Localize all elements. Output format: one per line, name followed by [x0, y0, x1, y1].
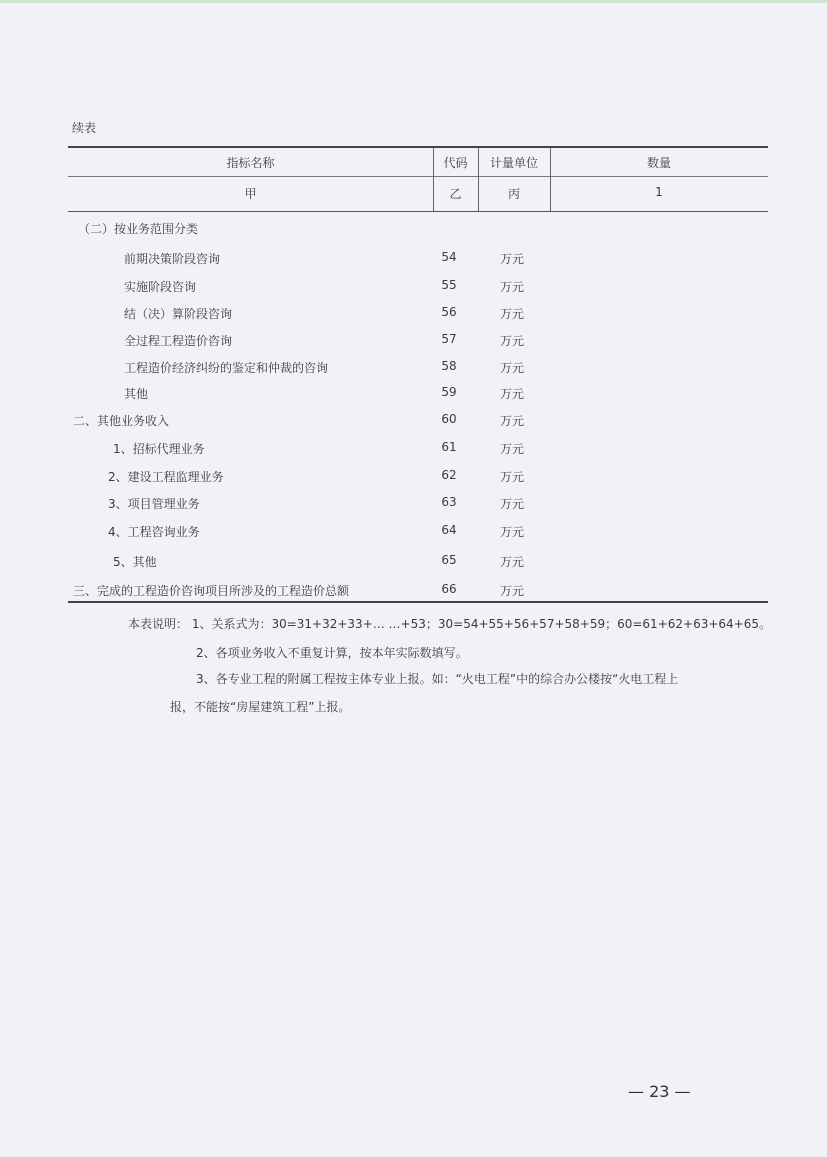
row-unit: 万元: [499, 252, 524, 266]
note-line-4: 报，不能按“房屋建筑工程”上报。: [170, 700, 351, 714]
row-code: 58: [441, 359, 457, 373]
row-name: 其他: [124, 387, 149, 401]
header-quantity: 数量: [646, 156, 671, 170]
table-row: [68, 582, 768, 608]
row-unit: 万元: [499, 442, 524, 456]
row-name: 前期决策阶段咨询: [124, 252, 221, 266]
table-row: [68, 440, 768, 466]
header-mark-code: 乙: [449, 187, 462, 201]
header-indicator: 指标名称: [226, 156, 275, 170]
row-name: 全过程工程造价咨询: [124, 334, 233, 348]
row-unit: 万元: [499, 470, 524, 484]
row-code: 55: [441, 278, 457, 292]
row-code: 59: [441, 385, 457, 399]
table-bottom-rule: [68, 601, 768, 603]
table-row: [68, 468, 768, 494]
row-name: （二）按业务范围分类: [78, 222, 199, 236]
table-row: [68, 523, 768, 549]
row-name: 4、工程咨询业务: [108, 525, 200, 539]
row-code: 65: [441, 553, 457, 567]
continued-label: 续表: [72, 121, 97, 135]
note-line-1: 本表说明： 1、关系式为：30=31+32+33+… …+53；30=54+55+56+57+58+59；60=61+62+63+64+65。: [128, 617, 771, 631]
row-unit: 万元: [499, 555, 524, 569]
row-code: 60: [441, 412, 457, 426]
row-name: 1、招标代理业务: [113, 442, 205, 456]
row-unit: 万元: [499, 280, 524, 294]
row-unit: 万元: [499, 334, 524, 348]
row-unit: 万元: [499, 361, 524, 375]
row-name: 结（决）算阶段咨询: [124, 307, 233, 321]
table-row: [68, 220, 768, 246]
header-divider: [68, 176, 768, 177]
row-unit: 万元: [499, 525, 524, 539]
table-row: [68, 495, 768, 521]
row-name: 实施阶段咨询: [124, 280, 197, 294]
note-line-2: 2、各项业务收入不重复计算，按本年实际数填写。: [196, 646, 468, 660]
row-unit: 万元: [499, 414, 524, 428]
header-mark-indicator: 甲: [244, 187, 257, 201]
row-unit: 万元: [499, 387, 524, 401]
header-mark-quantity: 1: [655, 185, 663, 199]
row-name: 工程造价经济纠纷的鉴定和仲裁的咨询: [124, 361, 329, 375]
table-row: [68, 553, 768, 579]
row-name: 5、其他: [113, 555, 157, 569]
scan-edge: [0, 0, 827, 3]
row-code: 63: [441, 495, 457, 509]
header-mark-unit: 丙: [507, 187, 520, 201]
row-unit: 万元: [499, 497, 524, 511]
header-code: 代码: [443, 156, 468, 170]
row-code: 57: [441, 332, 457, 346]
row-code: 61: [441, 440, 457, 454]
table-top-rule: [68, 146, 768, 148]
row-name: 二、其他业务收入: [73, 414, 170, 428]
table-row: [68, 332, 768, 358]
header-bottom-rule: [68, 211, 768, 212]
page-number: — 23 —: [628, 1082, 691, 1101]
note-line-3: 3、各专业工程的附属工程按主体专业上报。如：“火电工程”中的综合办公楼按“火电工程上: [196, 672, 679, 686]
row-code: 62: [441, 468, 457, 482]
row-code: 54: [441, 250, 457, 264]
row-code: 66: [441, 582, 457, 596]
row-name: 3、项目管理业务: [108, 497, 200, 511]
row-code: 64: [441, 523, 457, 537]
row-name: 三、完成的工程造价咨询项目所涉及的工程造价总额: [73, 584, 350, 598]
table-row: [68, 385, 768, 411]
header-unit: 计量单位: [489, 156, 538, 170]
row-name: 2、建设工程监理业务: [108, 470, 224, 484]
table-row: [68, 278, 768, 304]
table-row: [68, 250, 768, 276]
table-row: [68, 359, 768, 385]
table-row: [68, 412, 768, 438]
row-unit: 万元: [499, 307, 524, 321]
row-code: 56: [441, 305, 457, 319]
row-unit: 万元: [499, 584, 524, 598]
table-row: [68, 305, 768, 331]
